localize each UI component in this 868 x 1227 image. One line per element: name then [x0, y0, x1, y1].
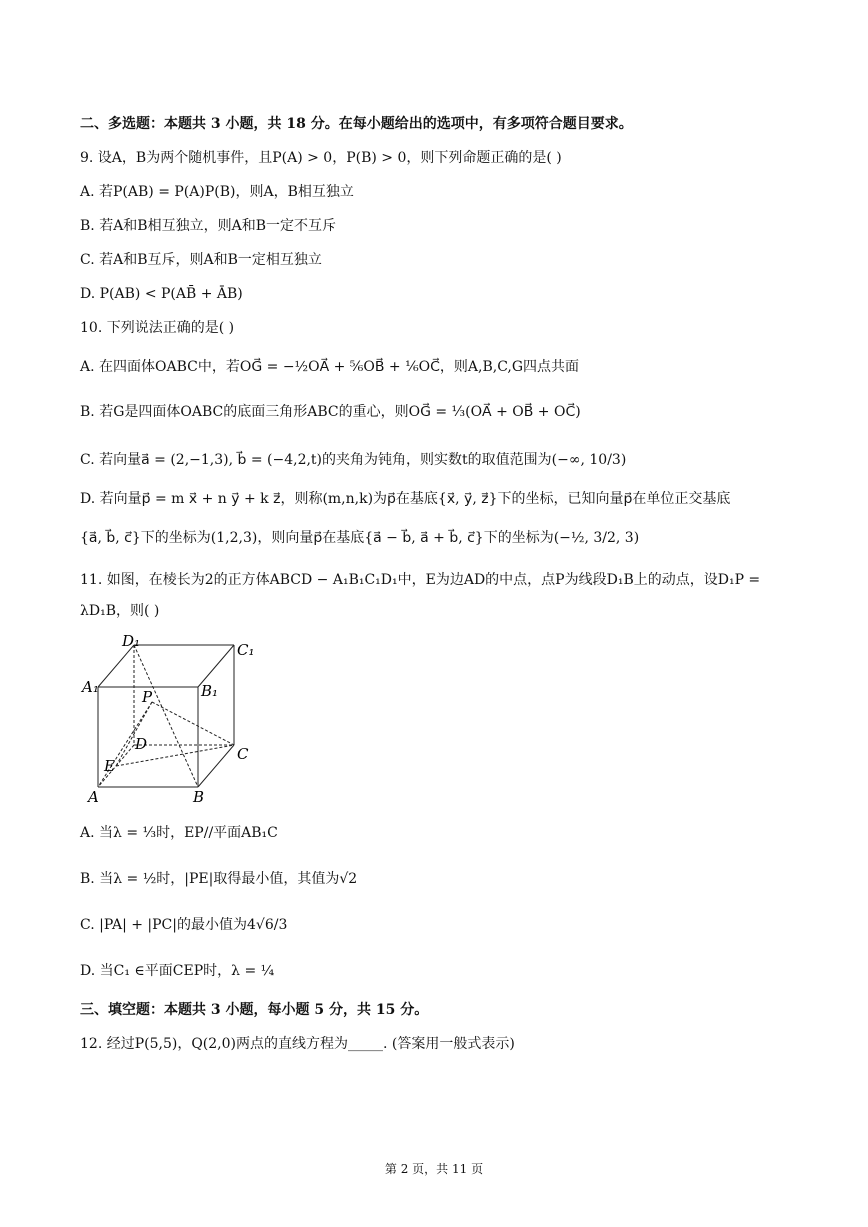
question-9-stem: 9. 设A，B为两个随机事件，且P(A) > 0，P(B) > 0，则下列命题正确的是( ): [80, 150, 562, 166]
question-10-option-b: B. 若G是四面体OABC的底面三角形ABC的重心，则OG⃗ = ⅓(OA⃗ + OB⃗ + OC⃗): [80, 404, 581, 420]
question-11-stem-line2: λD₁B，则( ): [80, 603, 160, 619]
label-d: D: [135, 735, 148, 753]
question-10-stem: 10. 下列说法正确的是( ): [80, 320, 235, 336]
page-footer: 第 2 页，共 11 页: [384, 1162, 484, 1176]
label-d1: D₁: [122, 632, 141, 650]
label-b1: B₁: [201, 682, 219, 700]
label-p: P: [142, 688, 153, 706]
cube-figure: [80, 628, 280, 810]
label-b: B: [193, 788, 205, 806]
question-9-option-b: B. 若A和B相互独立，则A和B一定不互斥: [80, 218, 336, 234]
label-a: A: [88, 788, 99, 806]
label-a1: A₁: [82, 678, 99, 696]
label-c: C: [237, 745, 249, 763]
section-header-multiple-choice: 二、多选题：本题共 3 小题，共 18 分。在每小题给出的选项中，有多项符合题目要求。: [80, 116, 633, 132]
question-11-stem-line1: 11. 如图，在棱长为2的正方体ABCD − A₁B₁C₁D₁中，E为边AD的中点，点P为线段D₁B上的动点，设D₁P =: [80, 572, 761, 588]
label-c1: C₁: [237, 641, 255, 659]
question-10-option-d-line2: {a⃗, b⃗, c⃗}下的坐标为(1,2,3)，则向量p⃗在基底{a⃗ − b⃗, a⃗ + b⃗, c⃗}下的坐标为(−½, 3/2, 3): [80, 530, 640, 546]
question-9-option-d: D. P(AB) < P(AB̄ + ĀB): [80, 286, 243, 302]
question-9-option-c: C. 若A和B互斥，则A和B一定相互独立: [80, 252, 322, 268]
section-header-fill-in: 三、填空题：本题共 3 小题，每小题 5 分，共 15 分。: [80, 1002, 429, 1018]
question-10-option-c: C. 若向量a⃗ = (2,−1,3), b⃗ = (−4,2,t)的夹角为钝角，则实数t的取值范围为(−∞, 10/3): [80, 452, 627, 468]
question-11-option-c: C. |PA| + |PC|的最小值为4√6/3: [80, 917, 288, 933]
question-11-option-b: B. 当λ = ½时，|PE|取得最小值，其值为√2: [80, 871, 358, 887]
question-10-option-d-line1: D. 若向量p⃗ = m x⃗ + n y⃗ + k z⃗，则称(m,n,k)为p⃗在基底{x⃗, y⃗, z⃗}下的坐标，已知向量p⃗在单位正交基底: [80, 491, 731, 507]
question-11-option-d: D. 当C₁ ∈平面CEP时，λ = ¼: [80, 963, 275, 979]
label-e: E: [104, 757, 115, 775]
question-12-stem: 12. 经过P(5,5)，Q(2,0)两点的直线方程为_____. (答案用一般式表示): [80, 1036, 515, 1052]
question-9-option-a: A. 若P(AB) = P(A)P(B)，则A，B相互独立: [80, 184, 354, 200]
question-11-option-a: A. 当λ = ⅓时，EP//平面AB₁C: [80, 825, 278, 841]
question-10-option-a: A. 在四面体OABC中，若OG⃗ = −½OA⃗ + ⅚OB⃗ + ⅙OC⃗，则A,B,C,G四点共面: [80, 359, 580, 375]
